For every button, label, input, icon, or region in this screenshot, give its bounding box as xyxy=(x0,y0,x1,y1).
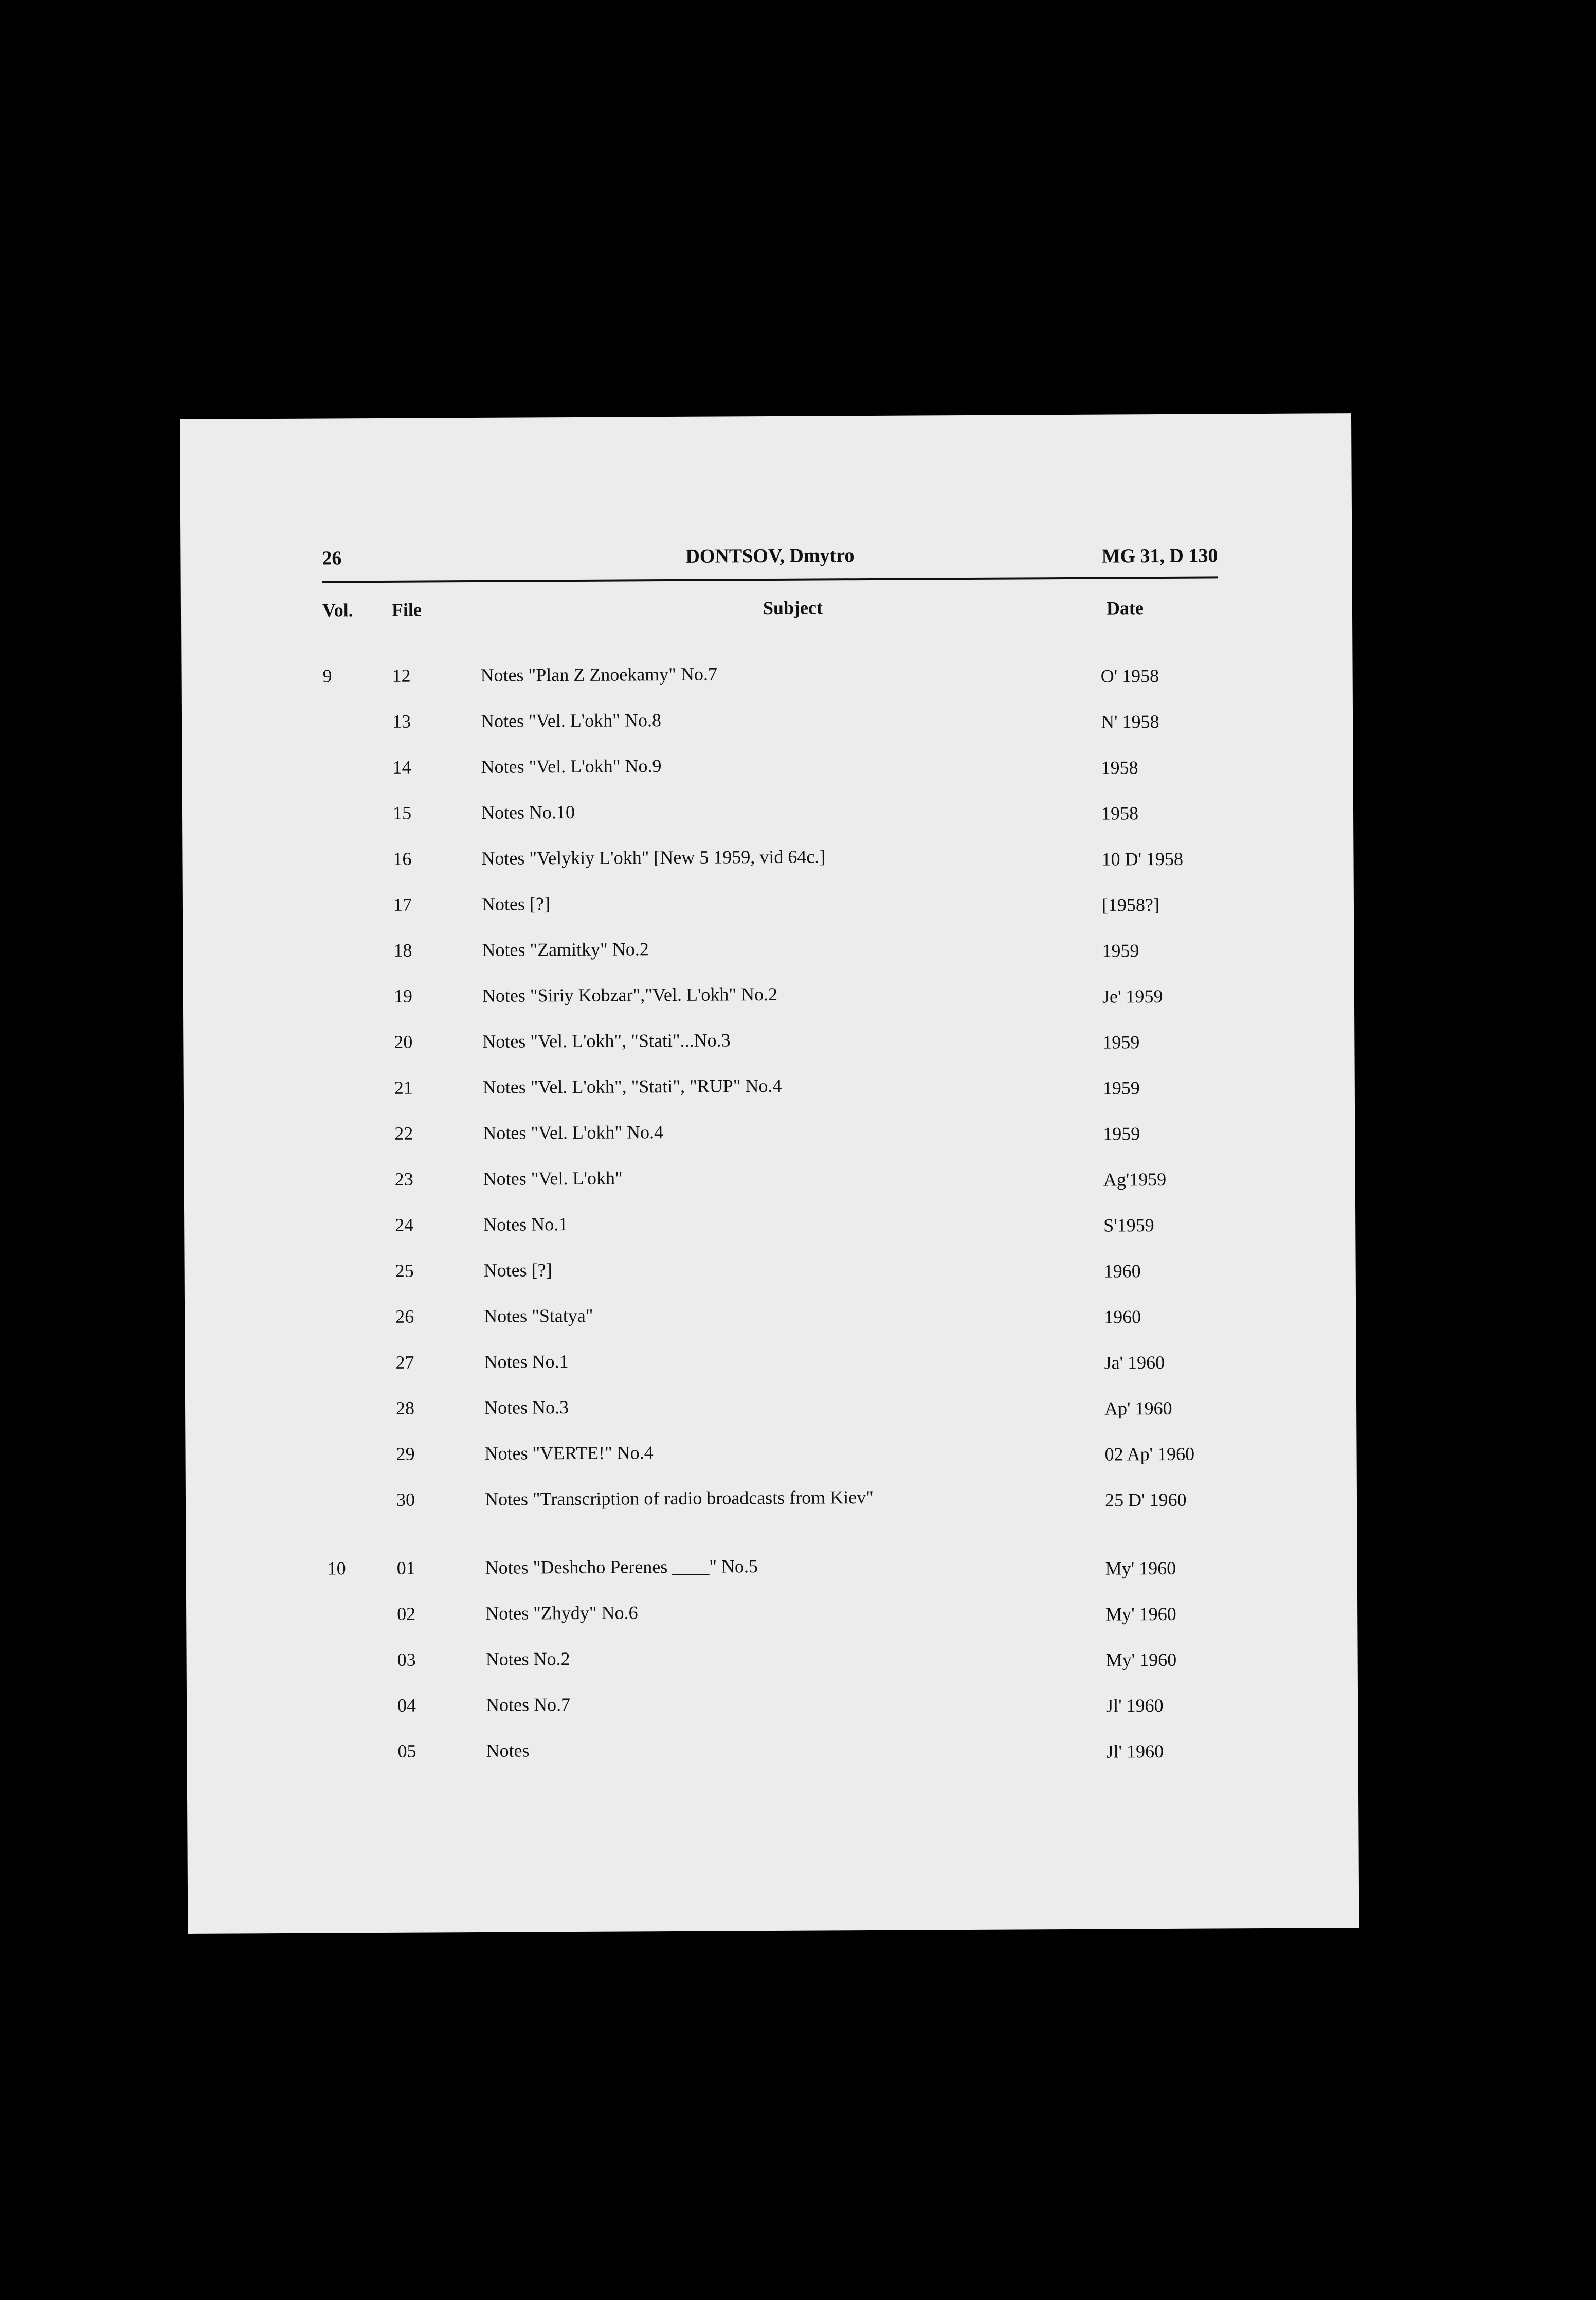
subject-cell: Notes No.1 xyxy=(483,1214,568,1235)
subject-cell: Notes No.2 xyxy=(485,1648,570,1669)
table-row xyxy=(183,1026,1354,1058)
table-row xyxy=(187,1644,1358,1676)
file-cell: 30 xyxy=(396,1489,415,1510)
file-cell: 19 xyxy=(393,985,412,1007)
subject-cell: Notes No.3 xyxy=(484,1397,569,1418)
file-cell: 14 xyxy=(392,757,411,778)
file-cell: 01 xyxy=(396,1557,415,1578)
subject-cell: Notes "Statya" xyxy=(484,1305,593,1326)
subject-cell: Notes "Vel. L'okh", "Stati", "RUP" No.4 xyxy=(482,1075,782,1098)
table-row xyxy=(183,889,1354,921)
subject-cell: Notes [?] xyxy=(483,1260,552,1281)
table-row xyxy=(182,751,1353,783)
file-cell: 03 xyxy=(397,1649,416,1670)
date-cell: Ag'1959 xyxy=(1103,1169,1167,1190)
table-row xyxy=(187,1735,1358,1767)
table-row xyxy=(182,706,1353,738)
collection-reference: MG 31, D 130 xyxy=(1101,545,1218,567)
file-cell: 20 xyxy=(394,1031,413,1052)
column-header-subject: Subject xyxy=(763,597,823,619)
date-cell: 1959 xyxy=(1102,1077,1140,1099)
date-cell: 10 D' 1958 xyxy=(1101,848,1184,870)
file-cell: 21 xyxy=(394,1077,413,1098)
file-cell: 22 xyxy=(394,1123,413,1144)
subject-cell: Notes [?] xyxy=(481,893,551,914)
file-cell: 04 xyxy=(397,1695,416,1716)
file-cell: 26 xyxy=(395,1306,414,1327)
subject-cell: Notes "VERTE!" No.4 xyxy=(484,1442,654,1464)
file-cell: 29 xyxy=(396,1443,415,1464)
table-row xyxy=(185,1255,1356,1287)
date-cell: 1958 xyxy=(1101,757,1138,778)
table-row xyxy=(184,1209,1355,1241)
subject-cell: Notes "Zamitky" No.2 xyxy=(482,939,649,960)
date-cell: 1960 xyxy=(1104,1306,1141,1327)
table-row xyxy=(185,1346,1356,1378)
date-cell: Ja' 1960 xyxy=(1104,1352,1165,1373)
subject-cell: Notes No.1 xyxy=(484,1351,569,1372)
subject-cell: Notes No.7 xyxy=(485,1694,571,1715)
subject-cell: Notes "Plan Z Znoekamy" No.7 xyxy=(480,663,718,686)
column-header-date: Date xyxy=(1106,598,1144,619)
date-cell: S'1959 xyxy=(1103,1215,1154,1236)
date-cell: 25 D' 1960 xyxy=(1104,1489,1187,1511)
file-cell: 27 xyxy=(395,1352,414,1373)
vol-cell: 9 xyxy=(322,666,332,687)
table-row xyxy=(186,1484,1357,1516)
date-cell: Ap' 1960 xyxy=(1104,1397,1172,1419)
date-cell: My' 1960 xyxy=(1105,1557,1176,1579)
subject-cell: Notes "Vel. L'okh", "Stati"...No.3 xyxy=(482,1030,731,1052)
table-row xyxy=(187,1690,1358,1721)
table-row xyxy=(185,1392,1356,1424)
file-cell: 25 xyxy=(395,1260,414,1281)
table-row xyxy=(185,1301,1356,1333)
date-cell: My' 1960 xyxy=(1105,1649,1177,1670)
date-cell: My' 1960 xyxy=(1105,1603,1176,1625)
file-cell: 13 xyxy=(392,711,411,732)
table-row xyxy=(182,797,1353,829)
subject-cell: Notes "Velykiy L'okh" [New 5 1959, vid 64c.] xyxy=(481,846,826,869)
subject-cell: Notes "Vel. L'okh" No.9 xyxy=(481,756,662,777)
table-row xyxy=(182,843,1353,875)
date-cell: N' 1958 xyxy=(1101,711,1159,732)
subject-cell: Notes "Zhydy" No.6 xyxy=(485,1602,638,1624)
table-row xyxy=(184,1163,1355,1195)
file-cell: 05 xyxy=(397,1740,416,1762)
date-cell: 1959 xyxy=(1102,940,1139,961)
column-header-file: File xyxy=(391,599,422,620)
subject-cell: Notes xyxy=(486,1740,530,1761)
date-cell: [1958?] xyxy=(1101,894,1160,915)
date-cell: Je' 1959 xyxy=(1102,986,1163,1007)
subject-cell: Notes "Vel. L'okh" No.8 xyxy=(480,710,662,731)
date-cell: Jl' 1960 xyxy=(1106,1695,1164,1716)
table-row xyxy=(182,660,1353,692)
file-cell: 12 xyxy=(392,665,411,686)
date-cell: 1959 xyxy=(1103,1123,1140,1144)
date-cell: 02 Ap' 1960 xyxy=(1104,1443,1195,1465)
file-cell: 24 xyxy=(395,1214,414,1235)
subject-cell: Notes "Transcription of radio broadcasts from Kiev" xyxy=(484,1486,874,1510)
header-rule xyxy=(322,576,1218,583)
file-cell: 23 xyxy=(394,1169,413,1190)
subject-cell: Notes "Deshcho Perenes ____" No.5 xyxy=(485,1556,758,1578)
column-header-vol: Vol. xyxy=(322,600,353,621)
subject-cell: Notes "Siriy Kobzar","Vel. L'okh" No.2 xyxy=(482,983,778,1006)
table-row xyxy=(186,1552,1357,1584)
file-cell: 18 xyxy=(393,940,412,961)
date-cell: 1959 xyxy=(1102,1032,1140,1053)
file-cell: 16 xyxy=(393,848,412,869)
table-row xyxy=(183,935,1354,966)
file-cell: 15 xyxy=(392,802,412,823)
table-row xyxy=(186,1598,1357,1630)
page-number: 26 xyxy=(322,547,342,569)
page-title: DONTSOV, Dmytro xyxy=(685,545,855,567)
table-row xyxy=(184,1118,1355,1149)
file-cell: 02 xyxy=(397,1603,416,1624)
vol-cell: 10 xyxy=(327,1558,346,1579)
date-cell: 1960 xyxy=(1103,1261,1141,1282)
table-row xyxy=(185,1438,1356,1470)
date-cell: 1958 xyxy=(1101,803,1139,824)
file-cell: 28 xyxy=(395,1397,415,1418)
subject-cell: Notes "Vel. L'okh" xyxy=(483,1167,623,1189)
date-cell: Jl' 1960 xyxy=(1106,1741,1164,1762)
page-header xyxy=(322,542,1218,572)
subject-cell: Notes No.10 xyxy=(481,801,575,823)
subject-cell: Notes "Vel. L'okh" No.4 xyxy=(483,1122,664,1143)
table-row xyxy=(184,1072,1355,1104)
document-page xyxy=(180,413,1359,1934)
table-row xyxy=(183,980,1354,1012)
date-cell: O' 1958 xyxy=(1100,666,1159,687)
file-cell: 17 xyxy=(393,894,412,915)
